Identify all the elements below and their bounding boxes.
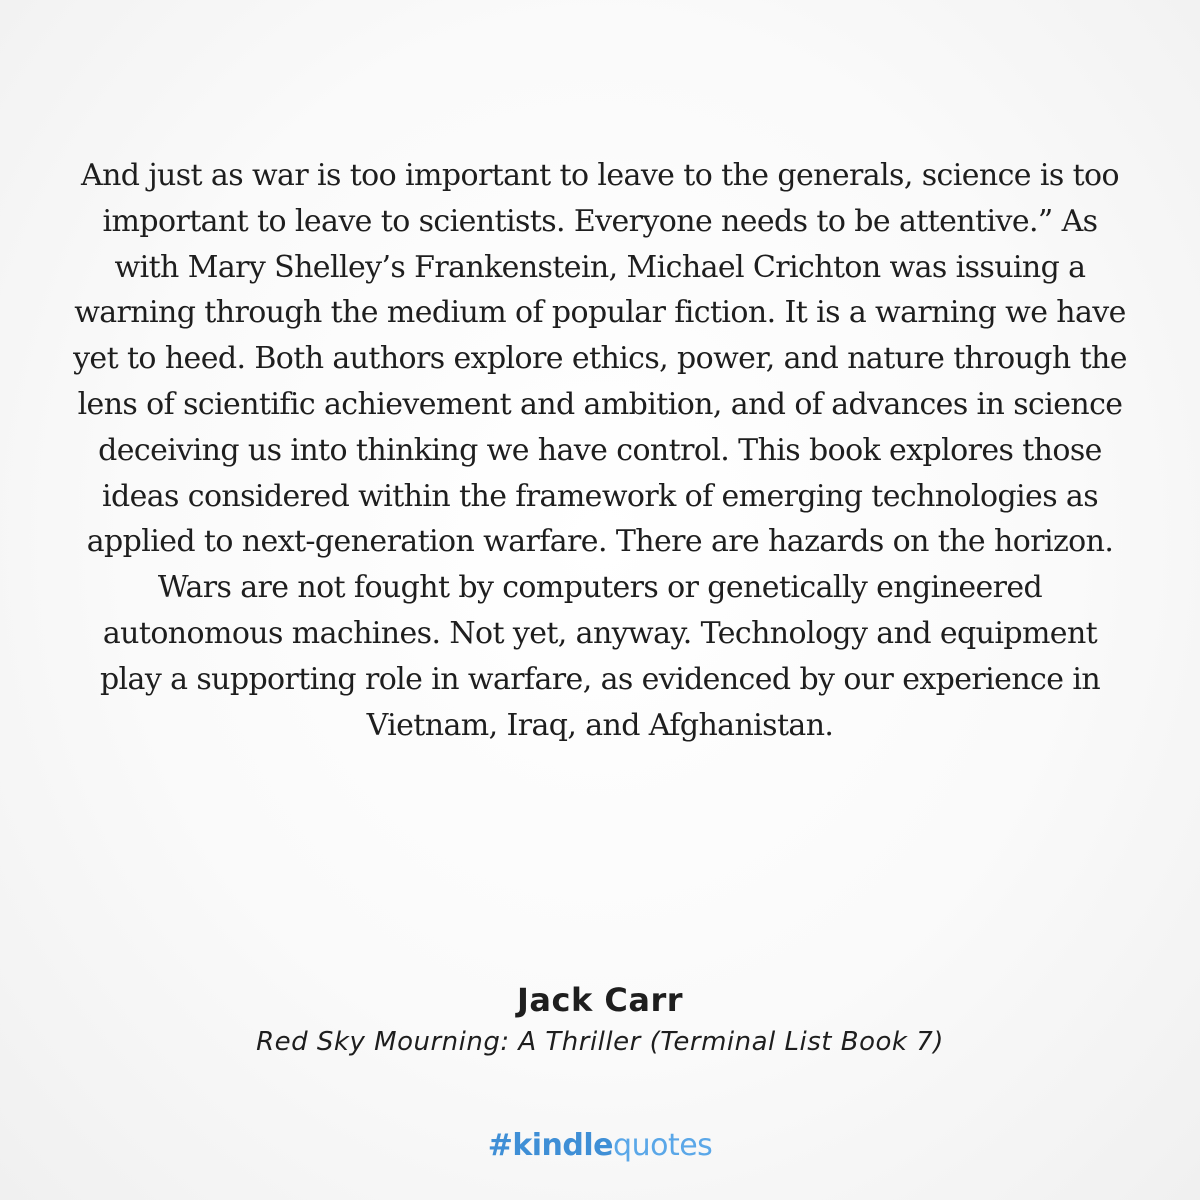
quote-text: And just as war is too important to leave to the generals, science is too important to leave to scientists. Everyone needs to be attentive.” As with Mary Shelley’s Frankenstein, Michael Crichton was issuing a warning through the medium of popular fiction. It is a warning we have yet to heed. Both authors explore ethics, power, and nature through the lens of scientific achievement and ambition, and of advances in science deceiving us into thinking we have control. This book explores those ideas considered within the framework of emerging technologies as applied to next-generation warfare. There are hazards on the horizon. Wars are not fought by computers or genetically engineered autonomous machines. Not yet, anyway. Technology and equipment play a supporting role in warfare, as evidenced by our experience in Vietnam, Iraq, and Afghanistan.: [73, 158, 1127, 743]
hashtag-suffix: quotes: [613, 1128, 713, 1163]
book-title: Red Sky Mourning: A Thriller (Terminal List Book 7): [256, 1027, 944, 1057]
author-name: Jack Carr: [516, 981, 684, 1019]
hashtag-brand: #kindle: [487, 1128, 614, 1163]
kindle-quotes-hashtag: [0, 1126, 1200, 1166]
